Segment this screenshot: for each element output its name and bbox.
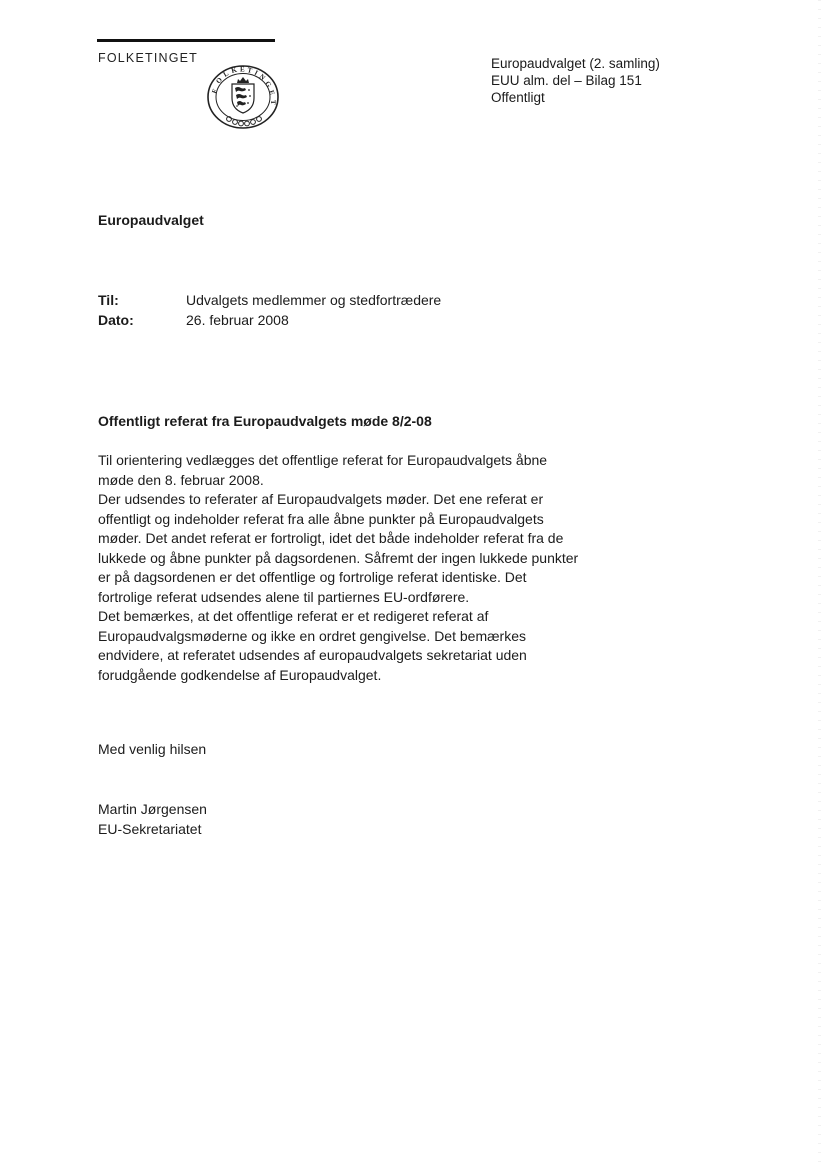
body-line: Det bemærkes, at det offentlige referat er et redigeret referat af xyxy=(98,608,489,624)
svg-text:O: O xyxy=(214,75,225,86)
header-rule xyxy=(97,39,275,42)
body-line: forudgående godkendelse af Europaudvalget. xyxy=(98,666,382,683)
body-line: Til orientering vedlægges det offentlige referat for Europaudvalgets åbne xyxy=(98,452,548,468)
body-line: endvidere, at referatet udsendes af europaudvalgets sekretariat uden xyxy=(98,647,527,663)
svg-text:G: G xyxy=(263,79,273,89)
body-line: Europaudvalgsmøderne og ikke en ordret gengivelse. Det bemærkes xyxy=(98,627,527,644)
svg-text:E: E xyxy=(267,89,277,97)
closing-salutation: Med venlig hilsen xyxy=(98,741,207,757)
svg-text:I: I xyxy=(253,68,260,78)
date-value: 26. februar 2008 xyxy=(186,312,289,328)
svg-text:T: T xyxy=(269,99,278,105)
letter-meta xyxy=(98,290,441,330)
to-value: Udvalgets medlemmer og stedfortrædere xyxy=(186,292,442,308)
svg-text:K: K xyxy=(230,65,238,75)
date-label: Dato: xyxy=(98,312,134,328)
reference-status: Offentligt xyxy=(491,90,545,105)
scan-edge-artifact xyxy=(818,0,821,1167)
svg-text:T: T xyxy=(246,66,253,75)
signer-department: EU-Sekretariatet xyxy=(98,821,202,837)
svg-text:N: N xyxy=(257,72,267,82)
to-label: Til: xyxy=(98,292,119,308)
reference-committee-session: Europaudvalget (2. samling) xyxy=(491,56,660,71)
document-reference xyxy=(491,55,660,106)
svg-text:L: L xyxy=(221,69,231,79)
body-line: møder. Det andet referat er fortroligt, idet det både indeholder referat fra de xyxy=(98,530,564,546)
date-row xyxy=(98,310,441,330)
svg-text:E: E xyxy=(240,65,245,74)
body-line: Der udsendes to referater af Europaudvalgets møder. Det ene referat er xyxy=(98,491,544,507)
body-line: lukkede og åbne punkter på dagsordenen. Såfremt der ingen lukkede punkter xyxy=(98,549,579,566)
letter-body xyxy=(98,451,578,685)
svg-text:F: F xyxy=(210,87,220,95)
to-row xyxy=(98,290,441,310)
body-line: møde den 8. februar 2008. xyxy=(98,471,264,488)
folketinget-seal-icon xyxy=(205,64,281,130)
brand-name: FOLKETINGET xyxy=(98,51,199,65)
letter-subject: Offentligt referat fra Europaudvalgets møde 8/2-08 xyxy=(98,413,432,429)
body-line: offentligt og indeholder referat fra alle åbne punkter på Europaudvalgets xyxy=(98,510,544,527)
signature-block xyxy=(98,799,207,839)
body-line: fortrolige referat udsendes alene til partiernes EU-ordførere. xyxy=(98,588,470,605)
signer-name: Martin Jørgensen xyxy=(98,801,207,817)
body-line: er på dagsordenen er det offentlige og fortrolige referat identiske. Det xyxy=(98,569,527,585)
committee-name: Europaudvalget xyxy=(98,212,204,228)
reference-bilag: EUU alm. del – Bilag 151 xyxy=(491,73,642,88)
